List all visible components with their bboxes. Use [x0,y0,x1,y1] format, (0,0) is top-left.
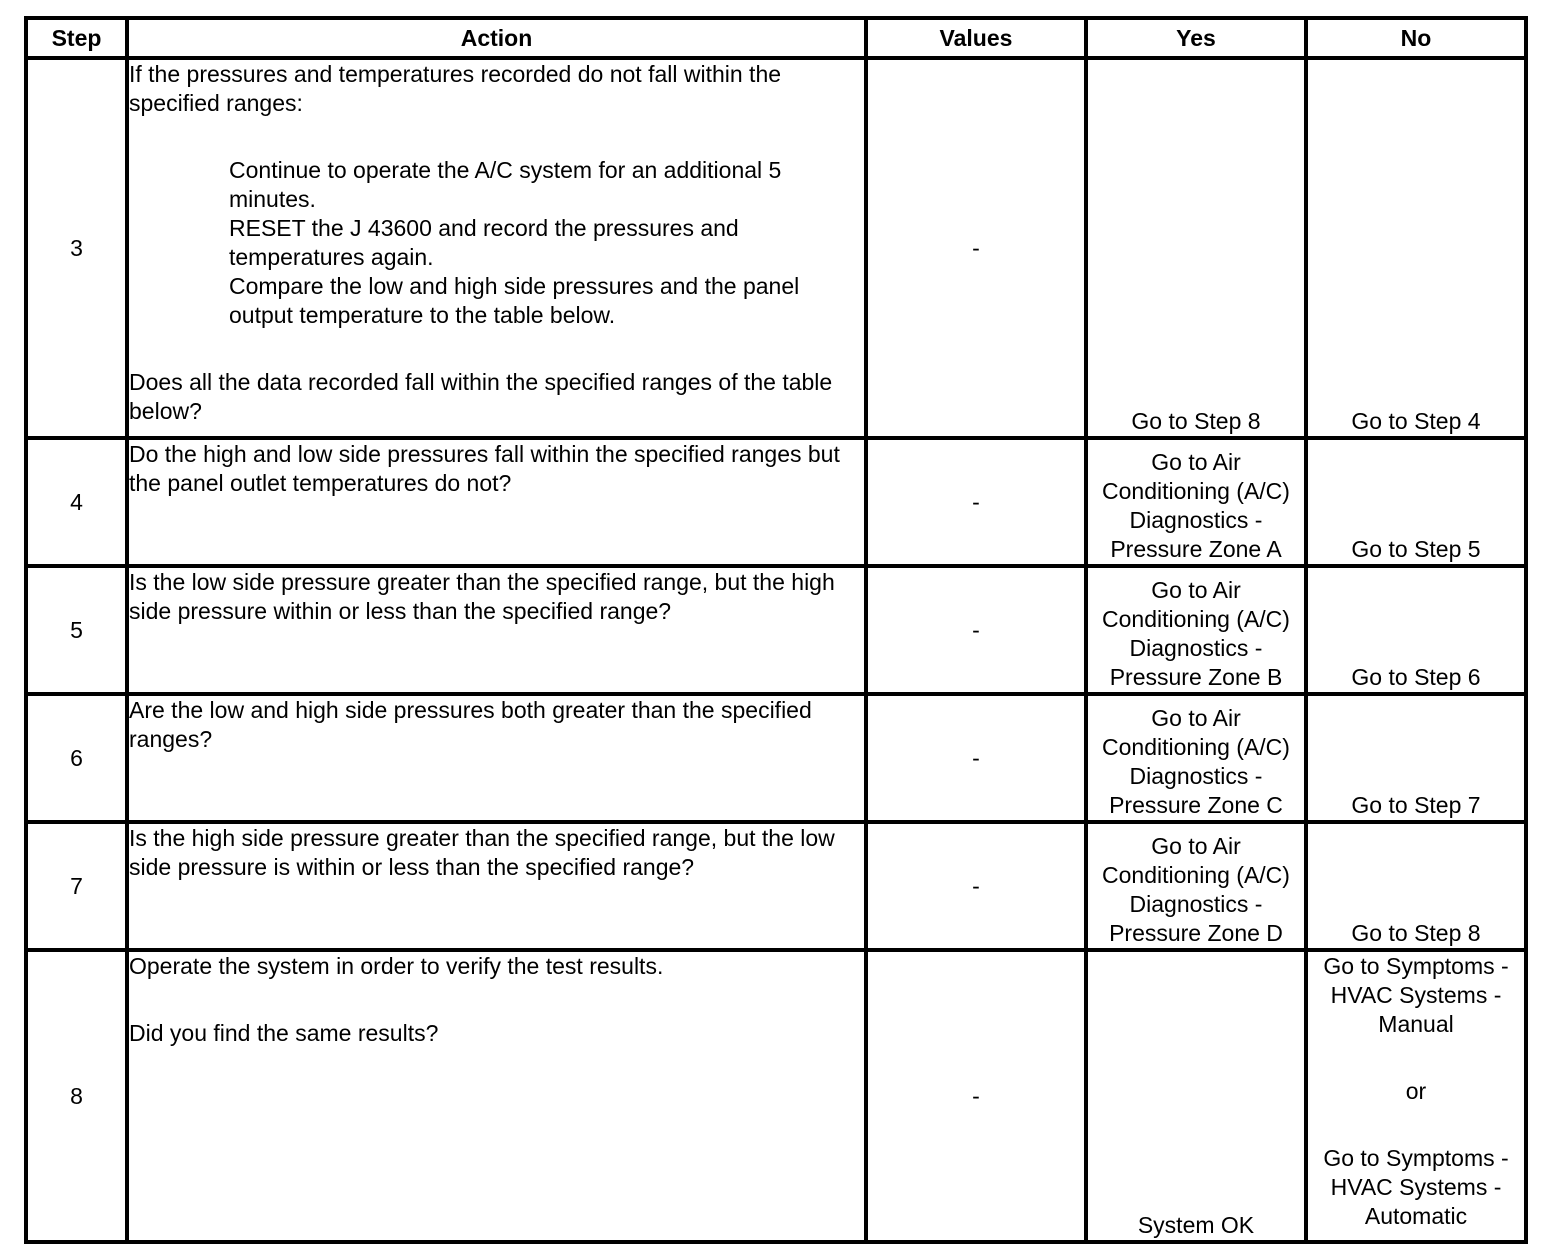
table-row-step-8 [26,950,1526,1242]
no-line: Automatic [1364,1203,1468,1229]
yes-cell: Go to Step 8 [1086,58,1306,438]
no-line: Go to Symptoms - [1323,1145,1509,1171]
values-cell: - [866,58,1086,438]
step-number: 3 [26,58,127,438]
header-action: Action [127,18,866,58]
yes-line: Pressure Zone D [1109,920,1283,946]
yes-cell [1086,566,1306,694]
yes-cell [1086,822,1306,950]
no-cell: Go to Step 7 [1306,694,1526,822]
no-cell: Go to Step 6 [1306,566,1526,694]
values-cell: - [866,950,1086,1242]
table-row-step-7 [26,822,1526,950]
yes-line: Diagnostics - [1129,891,1263,917]
header-no: No [1306,18,1526,58]
step-number: 6 [26,694,127,822]
step-number: 8 [26,950,127,1242]
yes-cell: System OK [1086,950,1306,1242]
no-line: Go to Symptoms - [1323,953,1509,979]
values-cell: - [866,694,1086,822]
values-cell: - [866,822,1086,950]
yes-line: Pressure Zone C [1109,792,1283,818]
table-row-step-4 [26,438,1526,566]
header-yes: Yes [1086,18,1306,58]
table-row-step-5 [26,566,1526,694]
values-cell: - [866,566,1086,694]
header-values: Values [866,18,1086,58]
step-number: 5 [26,566,127,694]
no-cell [1306,950,1526,1242]
no-line: HVAC Systems - [1330,1174,1502,1200]
action-substep: Continue to operate the A/C system for an additional 5 minutes. [229,157,782,212]
no-cell: Go to Step 5 [1306,438,1526,566]
yes-line: Go to Air [1151,705,1241,731]
step-number: 7 [26,822,127,950]
no-line: HVAC Systems - [1330,982,1502,1008]
action-intro: If the pressures and temperatures recorded do not fall within the specified ranges: [129,61,782,116]
yes-line: Go to Air [1151,833,1241,859]
action-cell: Do the high and low side pressures fall within the specified ranges but the panel outlet temperatures do not? [127,438,866,566]
yes-line: Go to Air [1151,577,1241,603]
no-cell: Go to Step 4 [1306,58,1526,438]
yes-line: Conditioning (A/C) [1102,478,1290,504]
action-question: Does all the data recorded fall within the specified ranges of the table below? [129,369,833,424]
action-cell [127,950,866,1242]
yes-cell [1086,438,1306,566]
action-substep: RESET the J 43600 and record the pressures and temperatures again. [229,215,739,270]
yes-cell [1086,694,1306,822]
yes-line: Diagnostics - [1129,763,1263,789]
yes-line: Pressure Zone A [1110,536,1282,562]
no-cell: Go to Step 8 [1306,822,1526,950]
action-cell: Are the low and high side pressures both greater than the specified ranges? [127,694,866,822]
diagnostic-table [24,16,1528,1244]
yes-line: Diagnostics - [1129,507,1263,533]
action-cell: Is the low side pressure greater than the specified range, but the high side pressure within or less than the specified range? [127,566,866,694]
header-step: Step [26,18,127,58]
action-cell: Is the high side pressure greater than the specified range, but the low side pressure is within or less than the specified range? [127,822,866,950]
action-cell [127,58,866,438]
action-question: Did you find the same results? [129,1020,439,1046]
yes-line: Pressure Zone B [1109,664,1283,690]
action-line: Operate the system in order to verify the test results. [129,953,664,979]
yes-line: Conditioning (A/C) [1102,862,1290,888]
table-row-step-3 [26,58,1526,438]
values-cell: - [866,438,1086,566]
no-or-text: or [1405,1078,1427,1104]
yes-line: Conditioning (A/C) [1102,734,1290,760]
no-line: Manual [1378,1011,1454,1037]
header-row [26,18,1526,58]
yes-line: Go to Air [1151,449,1241,475]
action-substep: Compare the low and high side pressures and the panel output temperature to the table below. [229,273,800,328]
table-row-step-6 [26,694,1526,822]
step-number: 4 [26,438,127,566]
yes-line: Diagnostics - [1129,635,1263,661]
yes-line: Conditioning (A/C) [1102,606,1290,632]
